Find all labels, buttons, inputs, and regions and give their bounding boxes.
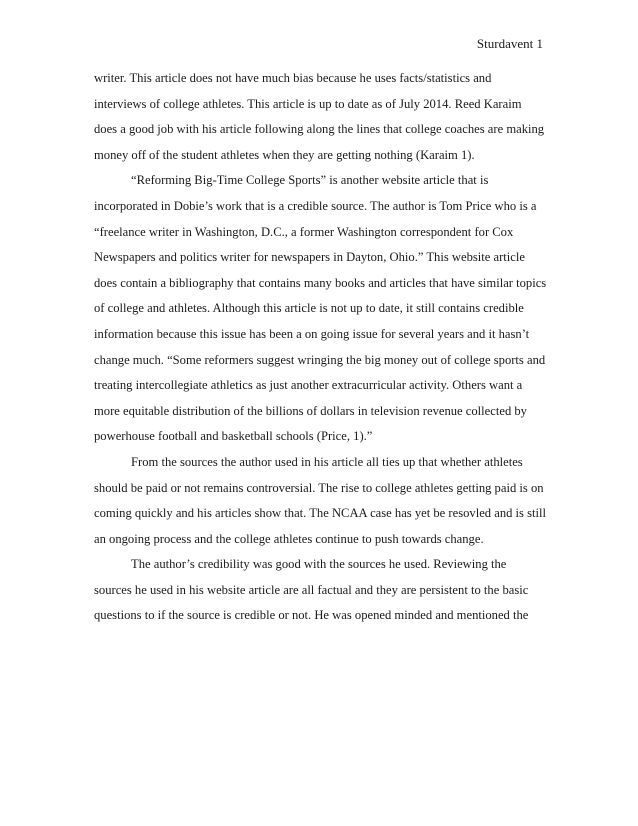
text-line: information because this issue has been a on going issue for several years and it hasn’t	[94, 326, 530, 341]
paragraph	[94, 450, 550, 552]
text-line: powerhouse football and basketball schools (Price, 1).”	[94, 429, 373, 444]
document-body	[94, 66, 550, 629]
text-line: questions to if the source is credible or not. He was opened minded and mentioned the	[94, 608, 529, 623]
text-line: money off of the student athletes when they are getting nothing (Karaim 1).	[94, 147, 475, 162]
text-line: sources he used in his website article are all factual and they are persistent to the basic	[94, 582, 529, 597]
running-head: Sturdavent 1	[476, 36, 543, 51]
text-line: does a good job with his article following along the lines that college coaches are making	[94, 122, 545, 137]
text-line: change much. “Some reformers suggest wringing the big money out of college sports and	[94, 352, 546, 367]
text-line: interviews of college athletes. This article is up to date as of July 2014. Reed Karaim	[94, 96, 522, 111]
text-line: should be paid or not remains controversial. The rise to college athletes getting paid is on	[94, 480, 544, 495]
text-line: coming quickly and his articles show that. The NCAA case has yet be resovled and is still	[94, 506, 547, 521]
text-line: of college and athletes. Although this article is not up to date, it still contains credible	[94, 301, 524, 316]
text-line: Newspapers and politics writer for newspapers in Dayton, Ohio.” This website article	[94, 250, 525, 265]
text-line: an ongoing process and the college athletes continue to push towards change.	[94, 531, 484, 546]
text-line: treating intercollegiate athletics as just another extracurricular activity. Others want a	[94, 378, 523, 393]
text-line: The author’s credibility was good with the sources he used. Reviewing the	[131, 557, 507, 572]
text-line: more equitable distribution of the billions of dollars in television revenue collected by	[94, 403, 527, 418]
paragraph	[94, 168, 550, 450]
paragraph	[94, 552, 550, 629]
text-line: “Reforming Big-Time College Sports” is another website article that is	[131, 173, 489, 188]
paragraph	[94, 66, 550, 168]
text-line: incorporated in Dobie’s work that is a credible source. The author is Tom Price who is a	[94, 198, 537, 213]
text-line: writer. This article does not have much bias because he uses facts/statistics and	[94, 71, 492, 85]
text-line: “freelance writer in Washington, D.C., a former Washington correspondent for Cox	[94, 224, 514, 239]
text-line: does contain a bibliography that contains many books and articles that have similar topics	[94, 275, 547, 290]
text-line: From the sources the author used in his article all ties up that whether athletes	[131, 454, 523, 469]
